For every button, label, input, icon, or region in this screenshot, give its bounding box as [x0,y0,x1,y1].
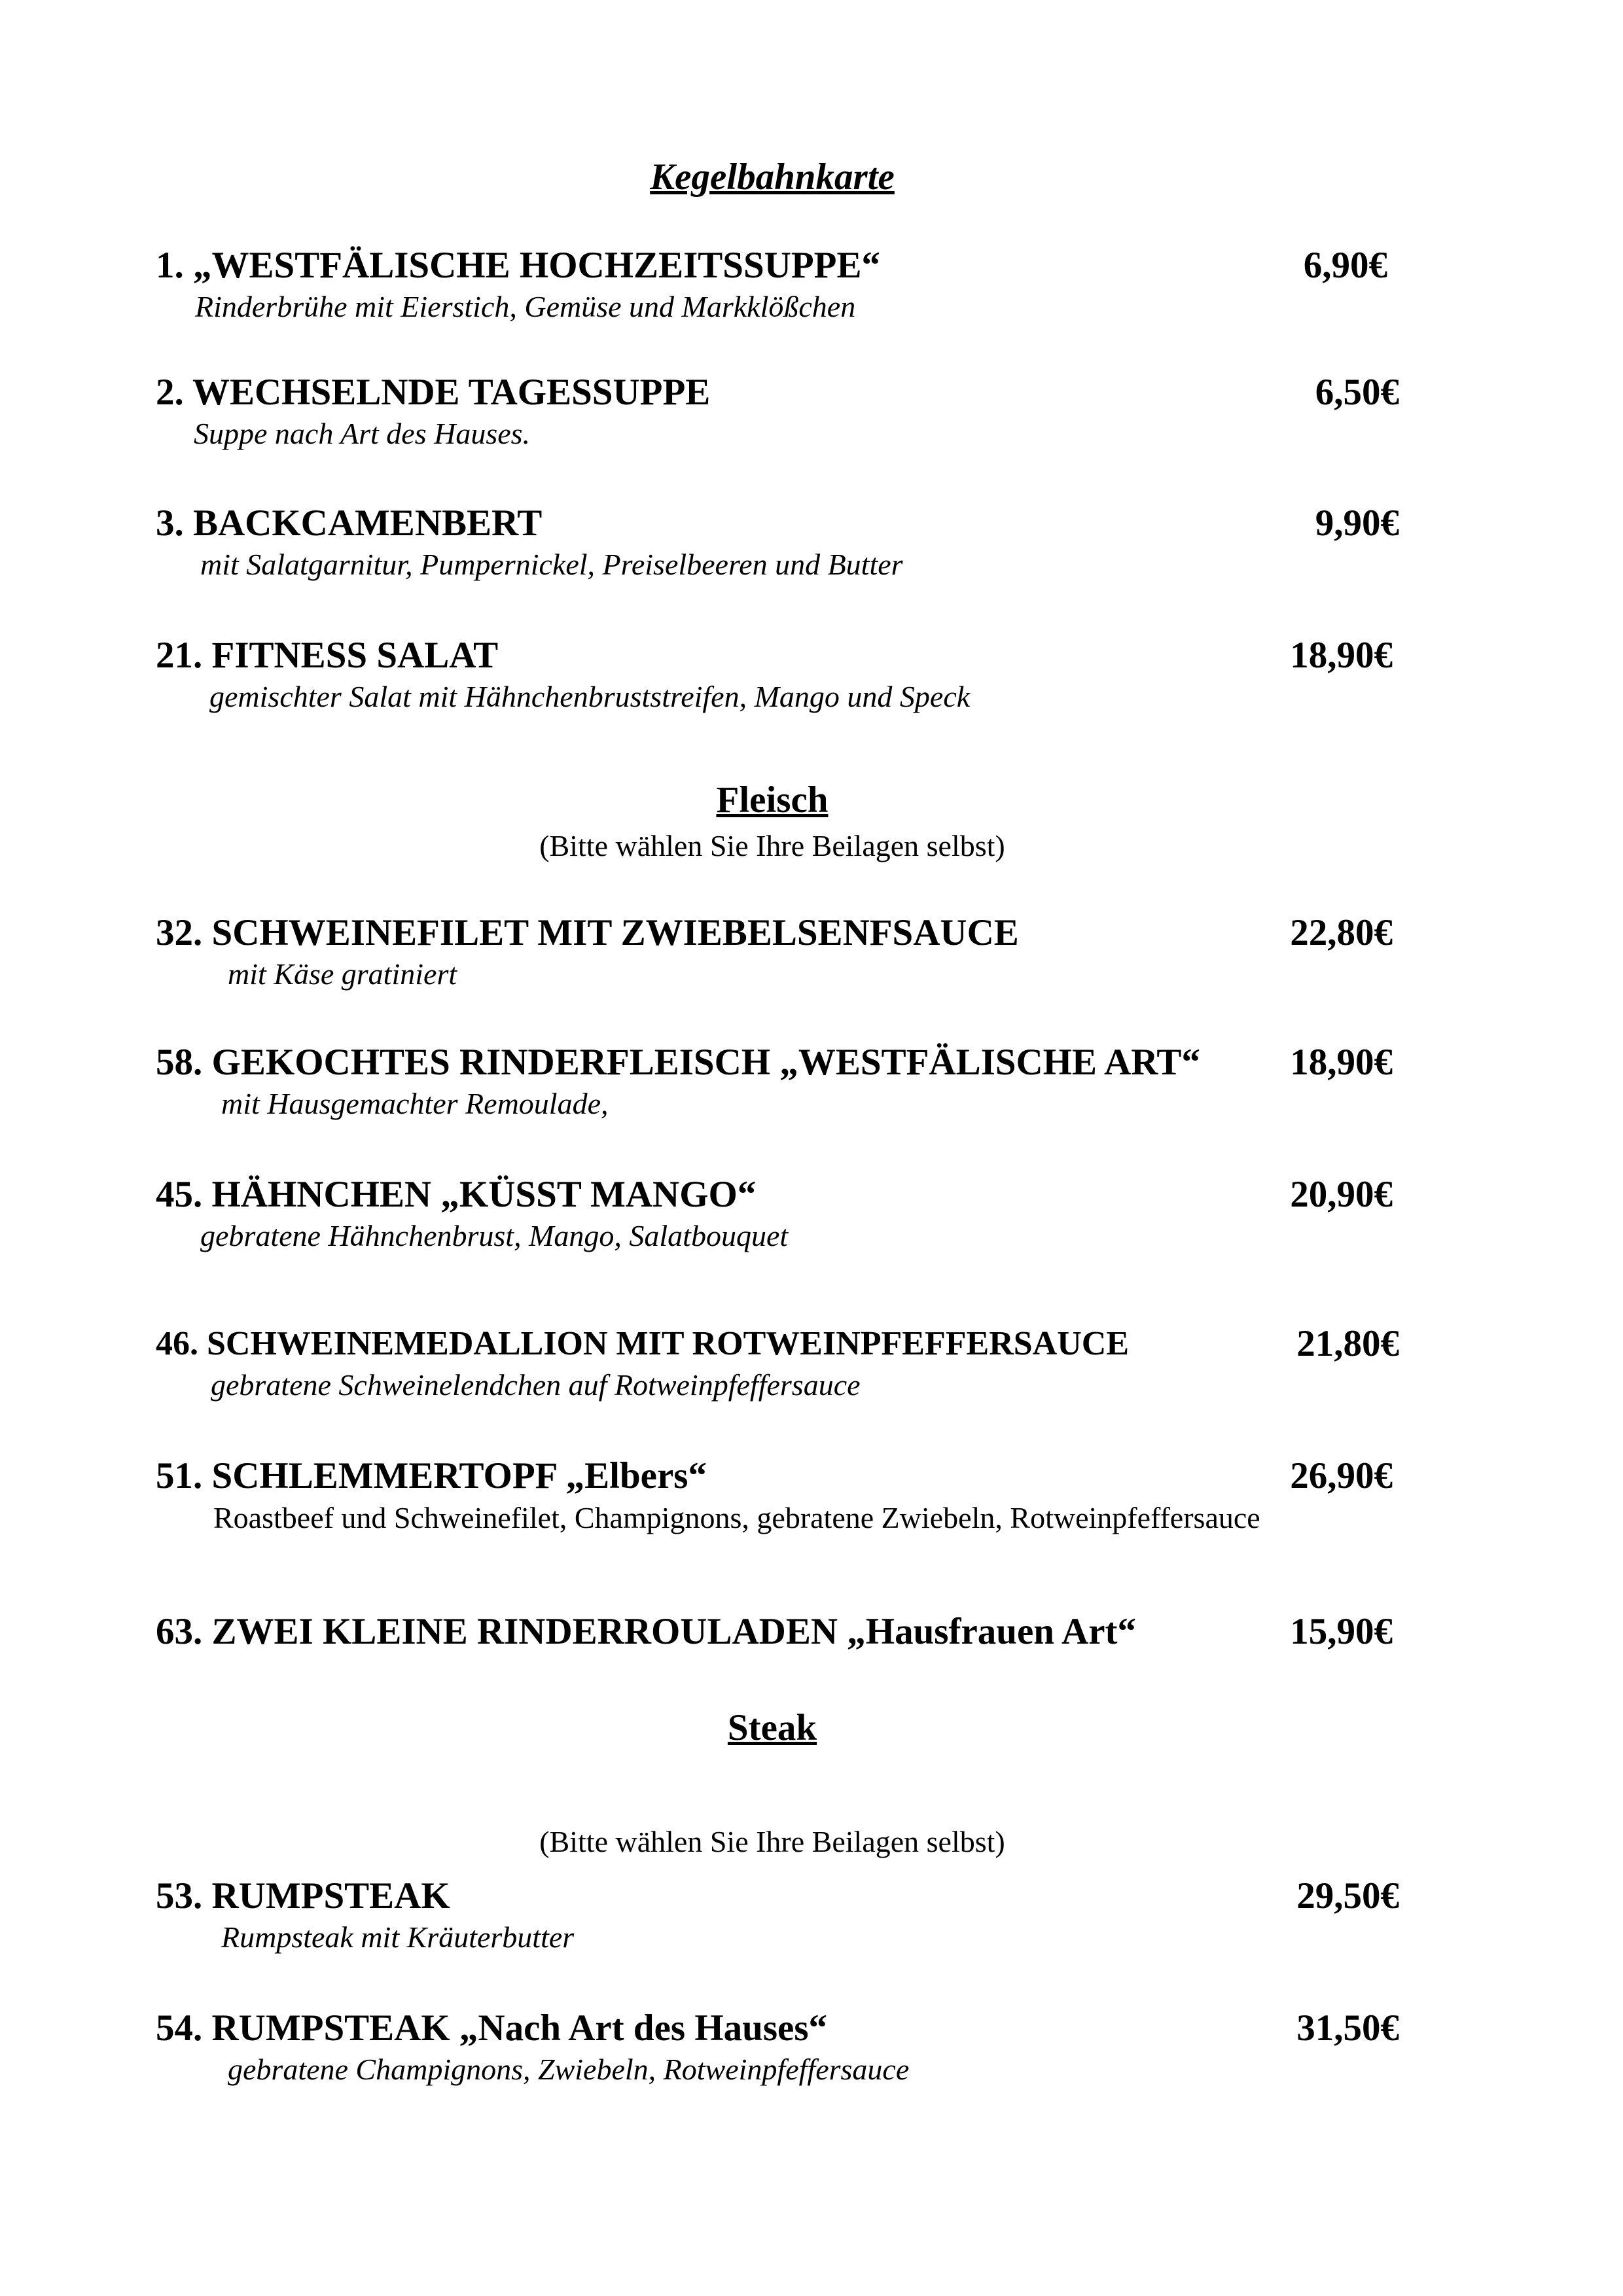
section-heading-fleisch: Fleisch [716,779,829,821]
item-description: gebratene Hähnchenbrust, Mango, Salatbouquet [200,1219,789,1252]
item-name: 1. „WESTFÄLISCHE HOCHZEITSSUPPE“ [156,245,881,286]
menu-item [156,1040,1399,1123]
menu-item [156,1610,1399,1654]
item-price: 22,80€ [1290,912,1393,953]
item-description: gebratene Champignons, Zwiebeln, Rotweinpfeffersauce [228,2053,910,2086]
item-price: 9,90€ [1315,503,1399,544]
item-price: 20,90€ [1290,1174,1393,1215]
item-price: 18,90€ [1290,1042,1393,1083]
item-description: gemischter Salat mit Hähnchenbruststreifen, Mango und Speck [209,680,971,713]
section-note: (Bitte wählen Sie Ihre Beilagen selbst) [539,829,1005,862]
item-description: mit Hausgemachter Remoulade, [221,1087,609,1120]
item-name: 54. RUMPSTEAK „Nach Art des Hauses“ [156,2007,828,2049]
menu-item [156,2006,1399,2089]
menu-item [156,1322,1399,1404]
item-description: Roastbeef und Schweinefilet, Champignons, gebratene Zwiebeln, Rotweinpfeffersauce [213,1501,1260,1534]
item-description: Rumpsteak mit Kräuterbutter [221,1920,575,1954]
menu-item [156,243,1399,326]
menu-item [156,1454,1399,1538]
menu-item [156,501,1399,584]
menu-item [156,911,1399,993]
item-price: 31,50€ [1296,2007,1399,2049]
item-name: 2. WECHSELNDE TAGESSUPPE [156,372,711,413]
item-price: 15,90€ [1290,1611,1393,1652]
item-name: 63. ZWEI KLEINE RINDERROULADEN „Hausfrauen Art“ [156,1611,1137,1652]
item-description: Rinderbrühe mit Eierstich, Gemüse und Markklößchen [195,290,856,323]
section-heading-steak: Steak [727,1707,817,1748]
item-name: 53. RUMPSTEAK [156,1875,450,1916]
item-description: Suppe nach Art des Hauses. [194,417,531,450]
menu-item [156,1173,1399,1255]
page-title: Kegelbahnkarte [650,156,895,198]
section-note: (Bitte wählen Sie Ihre Beilagen selbst) [539,1825,1005,1858]
item-price: 29,50€ [1296,1875,1399,1916]
item-price: 6,50€ [1315,372,1399,413]
menu-item [156,370,1399,453]
item-price: 18,90€ [1290,635,1393,676]
menu-item [156,633,1399,716]
item-description: mit Salatgarnitur, Pumpernickel, Preiselbeeren und Butter [200,548,903,581]
item-name: 3. BACKCAMENBERT [156,503,543,544]
menu-item [156,1874,1399,1956]
item-name: 58. GEKOCHTES RINDERFLEISCH „WESTFÄLISCHE ART“ [156,1042,1200,1083]
item-name: 32. SCHWEINEFILET MIT ZWIEBELSENFSAUCE [156,912,1019,953]
item-price: 6,90€ [1303,245,1387,286]
item-price: 21,80€ [1296,1323,1399,1364]
item-name: 51. SCHLEMMERTOPF „Elbers“ [156,1455,707,1496]
item-name: 46. SCHWEINEMEDALLION MIT ROTWEINPFEFFERSAUCE [156,1325,1130,1362]
item-name: 45. HÄHNCHEN „KÜSST MANGO“ [156,1174,757,1215]
item-name: 21. FITNESS SALAT [156,635,499,676]
item-description: gebratene Schweinelendchen auf Rotweinpfeffersauce [211,1368,861,1402]
item-price: 26,90€ [1290,1455,1393,1496]
item-description: mit Käse gratiniert [228,957,457,991]
